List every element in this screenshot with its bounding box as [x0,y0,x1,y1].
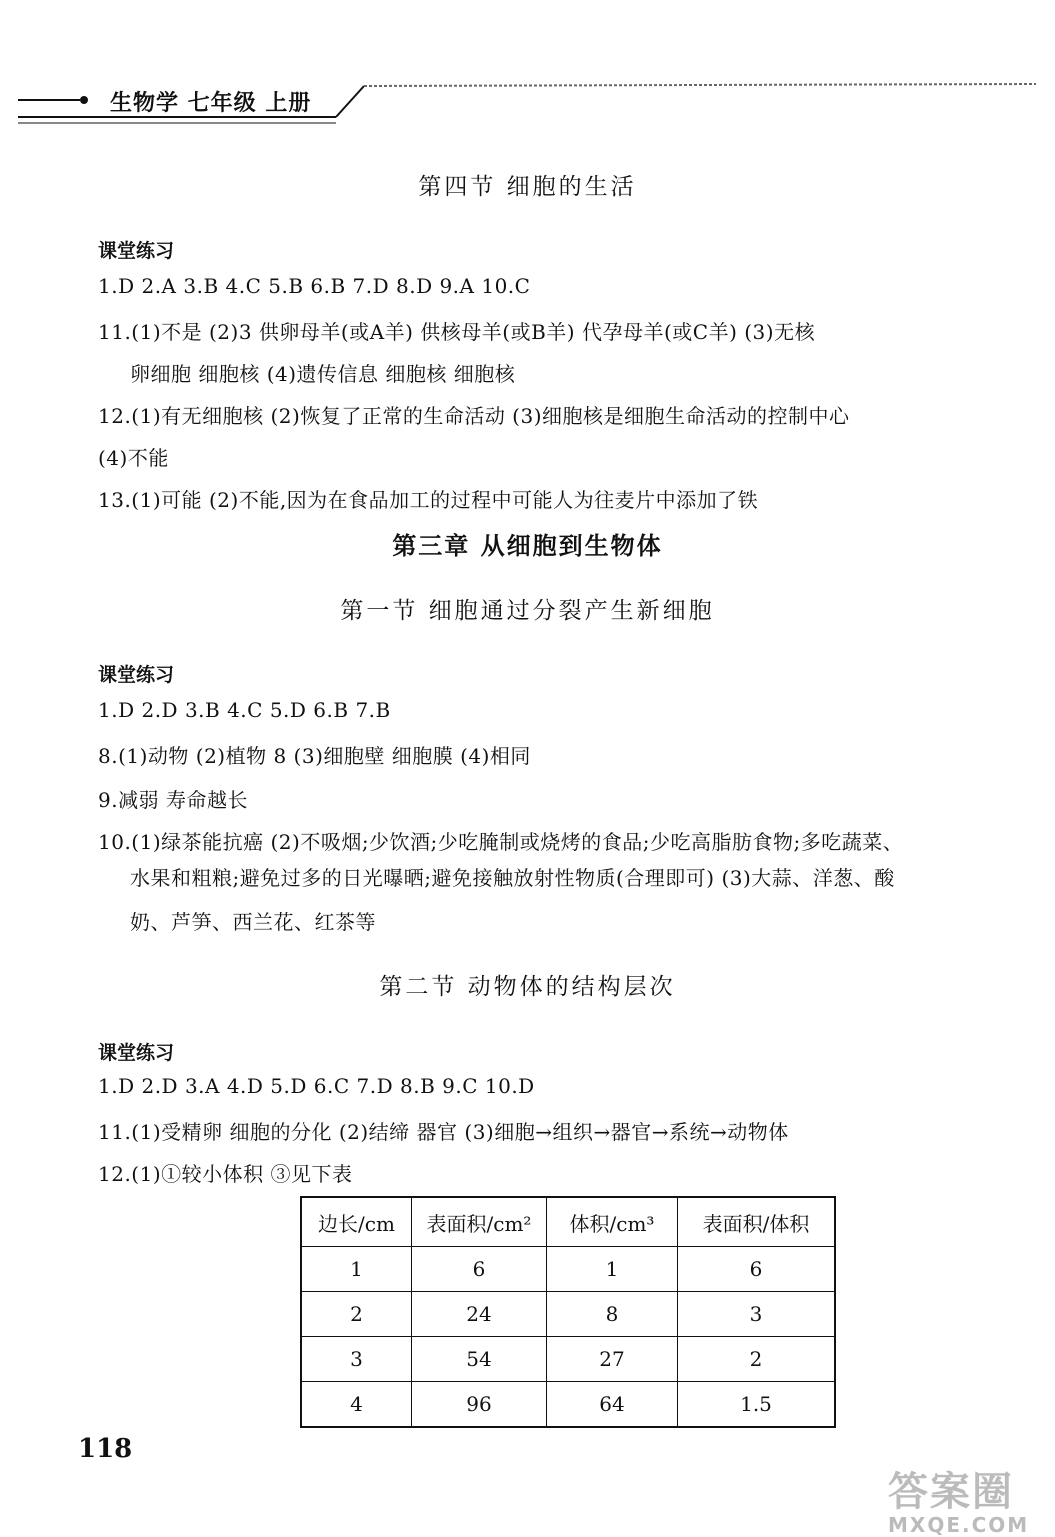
answer-line: 卵细胞 细胞核 (4)遗传信息 细胞核 细胞核 [130,362,516,386]
table-cell: 2 [678,1337,836,1382]
answer-line: 12.(1)①较小体积 ③见下表 [98,1162,353,1186]
table-cell: 27 [547,1337,678,1382]
table-cell: 6 [412,1247,547,1292]
table-cell: 3 [301,1337,412,1382]
column-header: 表面积/cm² [412,1197,547,1247]
watermark [888,1460,1038,1537]
data-table [300,1196,836,1428]
column-header: 边长/cm [301,1197,412,1247]
table-cell: 1 [301,1247,412,1292]
answer-line: (4)不能 [98,446,169,470]
header-title: 生物学 七年级 上册 [110,91,312,116]
table-cell: 24 [412,1292,547,1337]
table-row [301,1292,835,1337]
section-title: 第一节 细胞通过分裂产生新细胞 [340,598,715,624]
watermark-url: MXQE.COM [888,1513,1030,1537]
table-row [301,1382,835,1428]
table-cell: 3 [678,1292,836,1337]
column-header: 表面积/体积 [678,1197,836,1247]
watermark-logo: 答案圈 [888,1469,1014,1515]
answer-line: 9.减弱 寿命越长 [98,788,248,812]
answer-line: 11.(1)不是 (2)3 供卵母羊(或A羊) 供核母羊(或B羊) 代孕母羊(或C羊) (3)无核 [98,320,816,344]
section-title: 第四节 细胞的生活 [418,174,637,200]
answer-line: 1.D 2.D 3.B 4.C 5.D 6.B 7.B [98,698,391,722]
table-cell: 8 [547,1292,678,1337]
table-cell: 6 [678,1247,836,1292]
table-row [301,1247,835,1292]
answer-line: 水果和粗粮;避免过多的日光曝晒;避免接触放射性物质(合理即可) (3)大蒜、洋葱、酸 [130,866,895,890]
answer-line: 1.D 2.A 3.B 4.C 5.B 6.B 7.D 8.D 9.A 10.C [98,274,531,298]
answer-line: 1.D 2.D 3.A 4.D 5.D 6.C 7.D 8.B 9.C 10.D [98,1074,535,1098]
table-cell: 64 [547,1382,678,1428]
exercise-heading: 课堂练习 [98,664,175,686]
table-cell: 1 [547,1247,678,1292]
table-header-row [301,1197,835,1247]
page-header [18,80,1038,130]
table-cell: 1.5 [678,1382,836,1428]
answer-line: 13.(1)可能 (2)不能,因为在食品加工的过程中可能人为往麦片中添加了铁 [98,488,759,512]
answer-line: 8.(1)动物 (2)植物 8 (3)细胞壁 细胞膜 (4)相同 [98,744,531,768]
table-cell: 96 [412,1382,547,1428]
answer-line: 奶、芦笋、西兰花、红茶等 [130,910,376,934]
exercise-heading: 课堂练习 [98,1042,175,1064]
section-title: 第二节 动物体的结构层次 [379,974,676,1000]
page-number: 118 [78,1434,133,1464]
exercise-heading: 课堂练习 [98,240,175,262]
answer-line: 11.(1)受精卵 细胞的分化 (2)结缔 器官 (3)细胞→组织→器官→系统→动物体 [98,1120,789,1144]
table-cell: 54 [412,1337,547,1382]
answer-line: 10.(1)绿茶能抗癌 (2)不吸烟;少饮酒;少吃腌制或烧烤的食品;少吃高脂肪食物;多吃蔬菜、 [98,830,904,854]
answer-line: 12.(1)有无细胞核 (2)恢复了正常的生命活动 (3)细胞核是细胞生命活动的控制中心 [98,404,850,428]
table-cell: 2 [301,1292,412,1337]
column-header: 体积/cm³ [547,1197,678,1247]
table-cell: 4 [301,1382,412,1428]
chapter-title: 第三章 从细胞到生物体 [392,532,663,560]
table-row [301,1337,835,1382]
